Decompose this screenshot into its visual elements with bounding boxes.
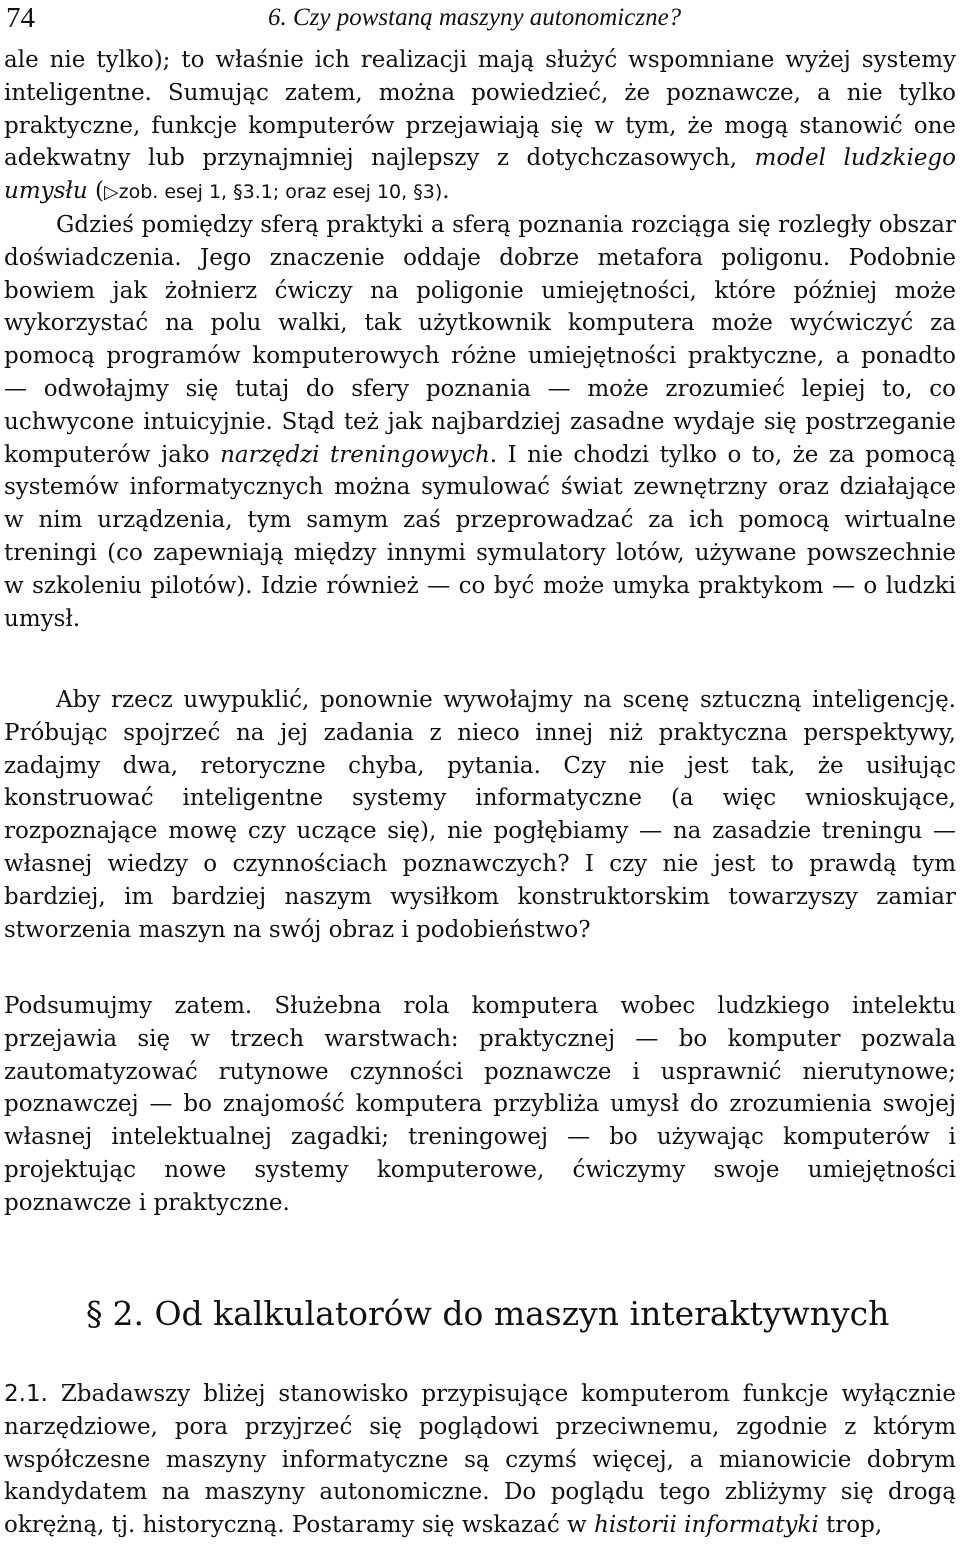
- paragraph: [4, 1378, 956, 1542]
- section-heading: [86, 1294, 889, 1333]
- running-title: 6. Czy powstaną maszyny autonomiczne?: [268, 4, 682, 31]
- paragraph-block-1: [4, 44, 956, 635]
- text-run: .: [442, 178, 450, 205]
- paragraph: Podsumujmy zatem. Służebna rola komputera wobec ludzkiego intelektu przejawia się w trzech warstwach: praktycznej — bo komputer pozwala zautomatyzować rutynowe czynności poznawcze i usprawnić nierutynowe; poznawczej — bo znajomość komputera przybliża umysł do zrozumienia swojej własnej intelektualnej zagadki; treningowej — bo używając komputerów i projektując nowe systemy komputerowe, ćwiczymy swoje umiejętności poznawcze i praktyczne.: [4, 993, 956, 1216]
- page-number: 74: [6, 2, 35, 34]
- paragraph: [4, 209, 956, 635]
- subsection-number: 2.1.: [4, 1381, 48, 1407]
- italic-term: historii informatyki: [594, 1512, 819, 1539]
- paragraph: Aby rzecz uwypuklić, ponownie wywołajmy na scenę sztuczną inteligencję. Próbując spojrzeć na jej zadania z nieco innej niż praktyczna perspektywy, zadajmy dwa, retoryczne chyba, pytania. Czy nie jest tak, że usiłując konstruować inteligentne systemy informatyczne (a więc wnioskujące, rozpoznające mowę czy uczące się), nie pogłębiamy — na zasadzie treningu — własnej wiedzy o czynnościach poznawczych? I czy nie jest to prawdą tym bardziej, im bardziej naszym wysiłkom konstruktorskim towarzyszy zamiar stworzenia maszyn na swój obraz i podobieństwo?: [4, 687, 956, 943]
- paragraph-block-2: [4, 684, 956, 946]
- page-header: [6, 0, 954, 40]
- text-run: . I nie chodzi tylko o to, że za pomocą systemów informatycznych można symulować świat zewnętrzny oraz działające w nim urządzenia, tym samym zaś przeprowadzać za ich pomocą wirtualne treningi (co zapewniają między innymi symulatory lotów, używane powszechnie w szkoleniu pilotów). Idzie również — co być może umyka praktykom — o ludzki umysł.: [4, 441, 956, 632]
- text-run: Zbadawszy bliżej stanowisko przypisujące komputerom funkcje wyłącznie narzędziowe, pora przyjrzeć się poglądowi przeciwnemu, zgodnie z którym współczesne maszyny informatyczne są czymś więcej, a mianowicie dobrym kandydatem na maszyny autonomiczne. Do poglądu tego zbliżymy się drogą okrężną, tj. historyczną. Postaramy się wskazać w: [4, 1381, 956, 1539]
- italic-term: model ludzkiego umysłu: [4, 145, 956, 205]
- text-run: (: [87, 178, 104, 205]
- cross-reference-marker-icon: ▷: [104, 181, 119, 204]
- paragraph-block-4: [4, 1378, 956, 1542]
- paragraph: [4, 44, 956, 209]
- text-run: ale nie tylko); to właśnie ich realizacji mają służyć wspomniane wyżej systemy inteligentne. Sumując zatem, można powiedzieć, że poznawcze, a nie tylko praktyczne, funkcje komputerów przejawiają się w tym, że mogą stanowić one adekwatny lub przynajmniej najlepszy z dotychczasowych,: [4, 47, 956, 172]
- section-title: 2. Od kalkulatorów do maszyn interaktywnych: [112, 1294, 890, 1333]
- text-run: Gdzieś pomiędzy sferą praktyki a sferą poznania rozciąga się rozległy obszar doświadczenia. Jego znaczenie oddaje dobrze metafora poligonu. Podobnie bowiem jak żołnierz ćwiczy na poligonie umiejętności, które później może wykorzystać na polu walki, tak użytkownik komputera może wyćwiczyć za pomocą programów komputerowych różne umiejętności praktyczne, a ponadto — odwołajmy się tutaj do sfery poznania — może zrozumieć lepiej to, co uchwycone intuicyjnie. Stąd też jak najbardziej zasadne wydaje się postrzeganie komputerów jako: [4, 211, 956, 468]
- cross-reference[interactable]: zob. esej 1, §3.1; oraz esej 10, §3): [118, 181, 443, 204]
- paragraph-block-3: [4, 990, 956, 1220]
- text-run: trop,: [818, 1512, 883, 1539]
- section-symbol: §: [86, 1294, 103, 1333]
- italic-term: narzędzi treningowych: [220, 441, 490, 468]
